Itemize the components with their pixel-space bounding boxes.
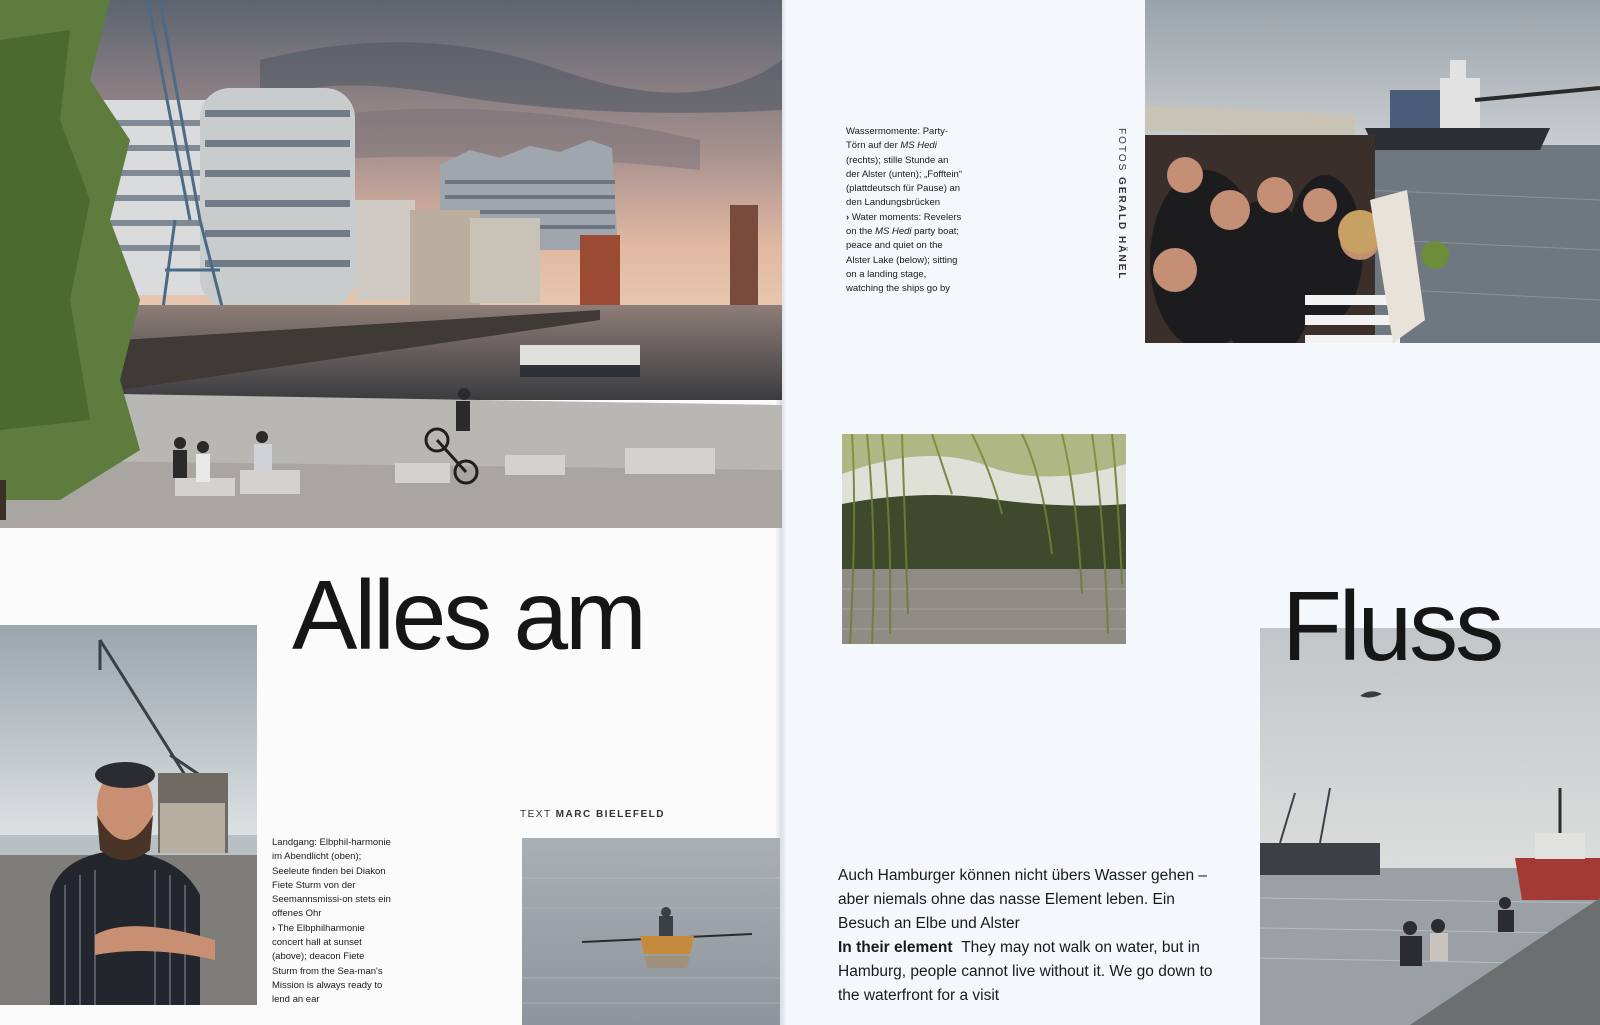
intro-text <box>838 864 1218 1008</box>
caption-left-de: Landgang: Elbphil-harmonie im Abendlicht (oben); Seeleute finden bei Diakon Fiete Sturm von der Seemannsmissi-on stets ein offenes Ohr <box>272 837 391 920</box>
caption-arrow-icon: › <box>272 922 276 934</box>
show-through-text <box>525 690 725 710</box>
photo-landing-stage <box>1260 628 1600 1025</box>
caption-right-de-2: (rechts); stille Stunde an der Alster (unten); „Fofftein“ (plattdeutsch für Pause) an den Landungsbrücken <box>846 154 962 209</box>
credit-prefix: FOTOS <box>1116 128 1127 173</box>
caption-right-en-1: Water moments: Revelers on the <box>846 211 962 238</box>
byline-author: MARC BIELEFELD <box>555 809 666 820</box>
caption-right-de-block <box>846 125 964 211</box>
photo-deacon-fiete-sturm <box>0 625 257 1005</box>
caption-left-en-block <box>272 922 392 1008</box>
headline-left: Alles am <box>292 560 644 670</box>
photo-ms-hedi-party-boat <box>1145 0 1600 343</box>
caption-right-de-boat: MS Hedi <box>900 140 937 152</box>
intro-en-block <box>838 936 1218 1008</box>
intro-en-lead: In their element <box>838 939 953 956</box>
intro-en: They may not walk on water, but in Hamburg, people cannot live without it. We go down to the waterfront for a visit <box>838 939 1213 1004</box>
caption-right <box>846 125 964 297</box>
caption-right-en-boat: MS Hedi <box>875 226 912 238</box>
photo-alster-willow <box>842 434 1126 644</box>
byline-prefix: TEXT <box>520 809 552 820</box>
caption-right-arrow-icon: › <box>846 211 850 223</box>
caption-right-en-2: party boat; peace and quiet on the Alster Lake (below); sitting on a landing stage, watching the ships go by <box>846 226 960 295</box>
photo-credit <box>1116 128 1127 281</box>
caption-left <box>272 836 392 1008</box>
photo-elbphilharmonie-harbor <box>0 0 782 528</box>
caption-left-en: The Elbphilharmonie concert hall at sunset (above); deacon Fiete Sturm from the Sea-man's Mission is always ready to lend an ear <box>272 922 383 1006</box>
intro-de: Auch Hamburger können nicht übers Wasser gehen – aber niemals ohne das nasse Element leben. Ein Besuch an Elbe und Alster <box>838 867 1208 932</box>
byline <box>520 809 665 820</box>
caption-right-de-1: Wassermomente: Party-Törn auf der <box>846 126 949 152</box>
photo-rowboat-alster <box>522 838 780 1025</box>
caption-right-en-block <box>846 211 964 297</box>
credit-author: GERALD HÄNEL <box>1116 177 1127 281</box>
headline-right: Fluss <box>1282 571 1502 681</box>
